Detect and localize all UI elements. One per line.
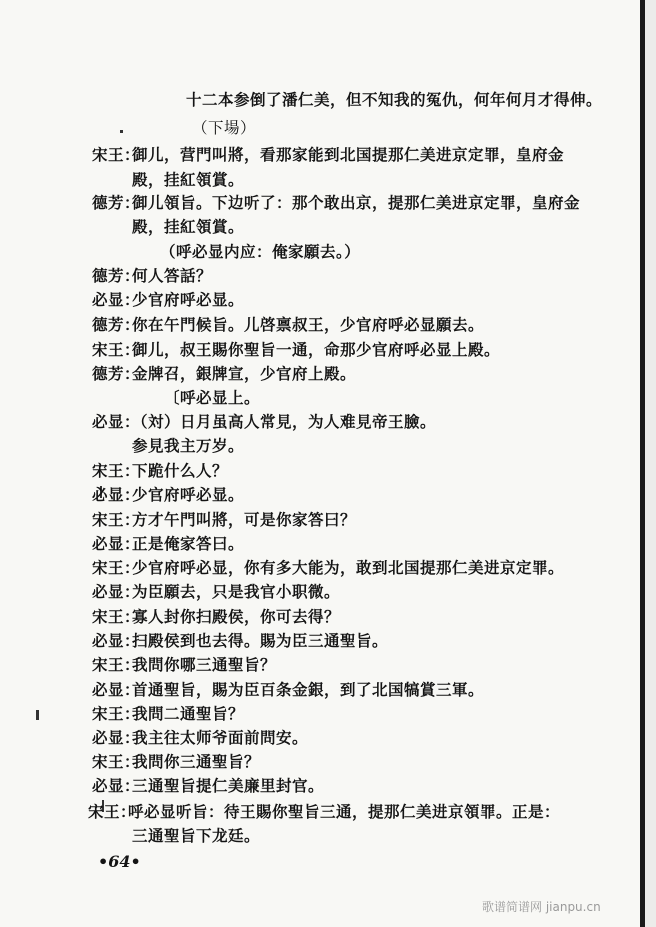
speaker-label: 宋王：: [92, 704, 141, 723]
binding-edge: [645, 0, 656, 927]
dialogue-line: 宋王：寡人封你扫殿侯，你可去得？: [92, 607, 341, 626]
speaker-label: 德芳：: [92, 315, 141, 334]
dialogue-line: 必显：正是俺家答曰。: [92, 534, 245, 553]
speaker-label: 宋王：: [92, 655, 141, 674]
speaker-label: 必显：: [92, 290, 141, 309]
dialogue-line: 必显：首通聖旨，賜为臣百条金銀，到了北国犒賞三軍。: [92, 680, 485, 699]
dialogue-line: 宋王：下跪什么人？: [92, 461, 229, 480]
speaker-label: 必显：: [92, 631, 141, 650]
dialogue-line: 必显：少官府呼必显。: [92, 290, 245, 309]
speaker-label: 宋王：: [92, 510, 141, 529]
dialogue-line: 德芳：御儿領旨。下边听了：那个敢出京，提那仁美进京定罪，皇府金: [92, 193, 581, 212]
speaker-label: 必显：: [92, 582, 141, 601]
dialogue-line: 德芳：金牌召，銀牌宣，少官府上殿。: [92, 364, 357, 383]
dialogue-line: 宋王：御儿，营門叫將，看那家能到北国提那仁美进京定罪，皇府金: [92, 145, 565, 164]
speaker-label: 宋王：: [92, 145, 141, 164]
text-line: 十二本参倒了潘仁美，但不知我的冤仇，何年何月才得伸。: [186, 90, 603, 109]
stage-direction: 〔呼必显上。: [164, 388, 261, 407]
dialogue-line: 必显：为臣願去，只是我官小职微。: [92, 582, 341, 601]
speaker-label: 必显：: [92, 776, 141, 795]
dialogue-line: 宋王：方才午門叫將，可是你家答曰？: [92, 510, 357, 529]
stage-direction: （呼必显内应：俺家願去。）: [160, 242, 361, 261]
text-line: 殿，挂紅領賞。: [132, 170, 245, 189]
dialogue-line: 宋王：呼必显听旨：待王賜你聖旨三通，提那仁美进京領罪。正是：: [88, 802, 561, 821]
speaker-label: 宋王：: [92, 340, 141, 359]
scan-mark: [120, 130, 123, 133]
speaker-label: 宋王：: [92, 461, 141, 480]
speaker-label: 德芳：: [92, 266, 141, 285]
speaker-label: 宋王：: [88, 802, 137, 821]
dialogue-line: 宋王：少官府呼必显，你有多大能为，敢到北国提那仁美进京定罪。: [92, 558, 565, 577]
dialogue-line: 德芳：你在午門候旨。儿啓禀叔王，少官府呼必显願去。: [92, 315, 485, 334]
speaker-label: 宋王：: [92, 558, 141, 577]
speaker-label: 必显：: [92, 728, 141, 747]
dialogue-line: 宋王：我問二通聖旨？: [92, 704, 245, 723]
speaker-label: 德芳：: [92, 193, 141, 212]
speaker-label: 必显：: [92, 680, 141, 699]
dialogue-line: 宋王：御儿，叔王賜你聖旨一通，命那少官府呼必显上殿。: [92, 340, 501, 359]
speaker-label: 宋王：: [92, 607, 141, 626]
dialogue-line: 宋王：我問你哪三通聖旨？: [92, 655, 277, 674]
dialogue-line: 宋王：我問你三通聖旨？: [92, 752, 261, 771]
scan-mark: [36, 710, 39, 720]
dialogue-line: 必显：扫殿侯到也去得。賜为臣三通聖旨。: [92, 631, 389, 650]
text-line: 参見我主万岁。: [132, 436, 245, 455]
speaker-label: 必显：: [92, 485, 141, 504]
site-watermark: 歌谱简谱网 jianpu.cn: [482, 900, 601, 914]
dialogue-line: 德芳：何人答話？: [92, 266, 213, 285]
dialogue-line: 必显：（対）日月虽高人常見，为人难見帝王臉。: [92, 412, 437, 431]
speaker-label: 宋王：: [92, 752, 141, 771]
speaker-label: 德芳：: [92, 364, 141, 383]
speaker-label: 必显：: [92, 412, 141, 431]
page-number: •64•: [98, 852, 141, 871]
text-line: 三通聖旨下龙廷。: [132, 826, 261, 845]
dialogue-line: 必显：我主往太师爷面前問安。: [92, 728, 309, 747]
text-line: 殿，挂紅領賞。: [132, 217, 245, 236]
text-line: （下場）: [192, 119, 257, 137]
speaker-label: 必显：: [92, 534, 141, 553]
dialogue-line: 必显：少官府呼必显。: [92, 485, 245, 504]
dialogue-line: 必显：三通聖旨提仁美廉里封官。: [92, 776, 325, 795]
